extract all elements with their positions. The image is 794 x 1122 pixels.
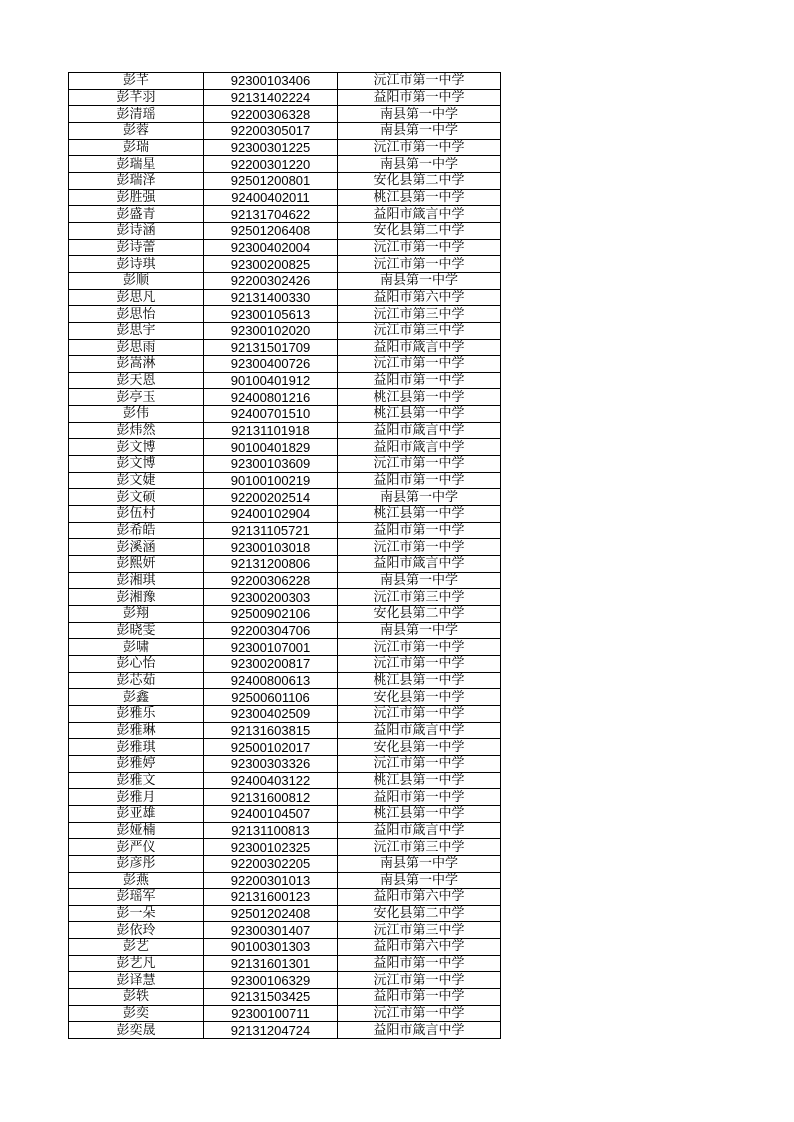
table-row	[69, 839, 501, 856]
student-name-cell: 彭文博	[69, 456, 204, 473]
student-name-cell: 彭诗琪	[69, 256, 204, 273]
student-name-cell: 彭熙妍	[69, 556, 204, 573]
school-name-cell: 南县第一中学	[338, 272, 501, 289]
table-row	[69, 639, 501, 656]
table-row	[69, 556, 501, 573]
student-name-cell: 彭翔	[69, 606, 204, 623]
exam-number-cell: 92131101918	[204, 422, 338, 439]
exam-number-cell: 92200302426	[204, 272, 338, 289]
student-name-cell: 彭彦彤	[69, 855, 204, 872]
table-row	[69, 939, 501, 956]
student-name-cell: 彭盛青	[69, 206, 204, 223]
student-name-cell: 彭晓雯	[69, 622, 204, 639]
student-name-cell: 彭思凡	[69, 289, 204, 306]
table-row	[69, 606, 501, 623]
table-row	[69, 872, 501, 889]
table-row	[69, 322, 501, 339]
school-name-cell: 沅江市第一中学	[338, 356, 501, 373]
school-name-cell: 沅江市第一中学	[338, 972, 501, 989]
student-name-cell: 彭亭玉	[69, 389, 204, 406]
table-row	[69, 1022, 501, 1039]
student-name-cell: 彭依玲	[69, 922, 204, 939]
school-name-cell: 益阳市第一中学	[338, 989, 501, 1006]
student-name-cell: 彭思怡	[69, 306, 204, 323]
school-name-cell: 益阳市第一中学	[338, 522, 501, 539]
exam-number-cell: 92300106329	[204, 972, 338, 989]
student-name-cell: 彭思宇	[69, 322, 204, 339]
student-name-cell: 彭瑞	[69, 139, 204, 156]
school-name-cell: 沅江市第一中学	[338, 256, 501, 273]
table-row	[69, 456, 501, 473]
student-name-cell: 彭芊	[69, 73, 204, 90]
exam-number-cell: 90100301303	[204, 939, 338, 956]
table-row	[69, 222, 501, 239]
school-name-cell: 桃江县第一中学	[338, 772, 501, 789]
exam-number-cell: 92300102020	[204, 322, 338, 339]
table-row	[69, 972, 501, 989]
exam-number-cell: 92501206408	[204, 222, 338, 239]
table-row	[69, 272, 501, 289]
exam-number-cell: 92300200825	[204, 256, 338, 273]
school-name-cell: 沅江市第一中学	[338, 239, 501, 256]
student-name-cell: 彭娅楠	[69, 822, 204, 839]
student-name-cell: 彭雅乐	[69, 705, 204, 722]
student-name-cell: 彭胜强	[69, 189, 204, 206]
school-name-cell: 安化县第二中学	[338, 222, 501, 239]
student-name-cell: 彭啸	[69, 639, 204, 656]
exam-number-cell: 92300200303	[204, 589, 338, 606]
exam-number-cell: 92400403122	[204, 772, 338, 789]
exam-number-cell: 92300301225	[204, 139, 338, 156]
student-name-cell: 彭湘豫	[69, 589, 204, 606]
exam-number-cell: 90100100219	[204, 472, 338, 489]
exam-number-cell: 92131600812	[204, 789, 338, 806]
table-row	[69, 739, 501, 756]
exam-number-cell: 92500601106	[204, 689, 338, 706]
school-name-cell: 益阳市第一中学	[338, 89, 501, 106]
exam-number-cell: 92200301220	[204, 156, 338, 173]
student-name-cell: 彭一朵	[69, 905, 204, 922]
exam-number-cell: 92131105721	[204, 522, 338, 539]
school-name-cell: 南县第一中学	[338, 872, 501, 889]
student-name-cell: 彭瑶军	[69, 889, 204, 906]
school-name-cell: 桃江县第一中学	[338, 189, 501, 206]
student-name-cell: 彭嵩淋	[69, 356, 204, 373]
student-name-cell: 彭希皓	[69, 522, 204, 539]
student-name-cell: 彭瑞泽	[69, 172, 204, 189]
exam-number-cell: 92131400330	[204, 289, 338, 306]
table-row	[69, 372, 501, 389]
exam-number-cell: 92300301407	[204, 922, 338, 939]
exam-number-cell: 92131204724	[204, 1022, 338, 1039]
school-name-cell: 安化县第一中学	[338, 689, 501, 706]
school-name-cell: 沅江市第三中学	[338, 589, 501, 606]
table-row	[69, 472, 501, 489]
school-name-cell: 益阳市第六中学	[338, 889, 501, 906]
table-row	[69, 156, 501, 173]
table-row	[69, 172, 501, 189]
exam-number-cell: 92200302205	[204, 855, 338, 872]
table-row	[69, 989, 501, 1006]
student-name-cell: 彭雅琪	[69, 739, 204, 756]
table-row	[69, 89, 501, 106]
roster-body	[69, 73, 501, 1039]
student-name-cell: 彭溪涵	[69, 539, 204, 556]
table-row	[69, 206, 501, 223]
school-name-cell: 桃江县第一中学	[338, 506, 501, 523]
table-row	[69, 655, 501, 672]
school-name-cell: 沅江市第一中学	[338, 655, 501, 672]
school-name-cell: 沅江市第一中学	[338, 705, 501, 722]
exam-number-cell: 92131600123	[204, 889, 338, 906]
exam-number-cell: 92400102904	[204, 506, 338, 523]
student-name-cell: 彭瑞星	[69, 156, 204, 173]
exam-number-cell: 92300103406	[204, 73, 338, 90]
exam-number-cell: 92300402509	[204, 705, 338, 722]
table-row	[69, 572, 501, 589]
table-row	[69, 122, 501, 139]
student-name-cell: 彭奕晟	[69, 1022, 204, 1039]
student-name-cell: 彭轶	[69, 989, 204, 1006]
student-name-cell: 彭译慧	[69, 972, 204, 989]
school-name-cell: 安化县第一中学	[338, 739, 501, 756]
student-name-cell: 彭心怡	[69, 655, 204, 672]
exam-number-cell: 92300103609	[204, 456, 338, 473]
school-name-cell: 沅江市第三中学	[338, 322, 501, 339]
student-name-cell: 彭诗蕾	[69, 239, 204, 256]
student-name-cell: 彭雅婷	[69, 755, 204, 772]
exam-number-cell: 92300107001	[204, 639, 338, 656]
exam-number-cell: 92131100813	[204, 822, 338, 839]
exam-number-cell: 92501202408	[204, 905, 338, 922]
exam-number-cell: 92300303326	[204, 755, 338, 772]
student-name-cell: 彭雅文	[69, 772, 204, 789]
school-name-cell: 南县第一中学	[338, 572, 501, 589]
student-name-cell: 彭顺	[69, 272, 204, 289]
table-row	[69, 805, 501, 822]
school-name-cell: 安化县第二中学	[338, 905, 501, 922]
school-name-cell: 南县第一中学	[338, 855, 501, 872]
school-name-cell: 益阳市第一中学	[338, 955, 501, 972]
exam-number-cell: 92300105613	[204, 306, 338, 323]
school-name-cell: 沅江市第一中学	[338, 1005, 501, 1022]
school-name-cell: 沅江市第三中学	[338, 922, 501, 939]
student-name-cell: 彭天恩	[69, 372, 204, 389]
table-row	[69, 522, 501, 539]
school-name-cell: 益阳市箴言中学	[338, 439, 501, 456]
table-row	[69, 1005, 501, 1022]
table-row	[69, 772, 501, 789]
student-name-cell: 彭湘琪	[69, 572, 204, 589]
school-name-cell: 安化县第二中学	[338, 172, 501, 189]
table-row	[69, 539, 501, 556]
school-name-cell: 桃江县第一中学	[338, 406, 501, 423]
table-row	[69, 922, 501, 939]
table-row	[69, 189, 501, 206]
exam-number-cell: 92131704622	[204, 206, 338, 223]
table-row	[69, 73, 501, 90]
school-name-cell: 益阳市第六中学	[338, 289, 501, 306]
table-row	[69, 889, 501, 906]
student-name-cell: 彭蓉	[69, 122, 204, 139]
student-name-cell: 彭燕	[69, 872, 204, 889]
student-name-cell: 彭诗涵	[69, 222, 204, 239]
table-row	[69, 672, 501, 689]
student-name-cell: 彭芯茹	[69, 672, 204, 689]
school-name-cell: 沅江市第一中学	[338, 755, 501, 772]
school-name-cell: 益阳市箴言中学	[338, 339, 501, 356]
exam-number-cell: 92300402004	[204, 239, 338, 256]
table-row	[69, 589, 501, 606]
exam-number-cell: 92500102017	[204, 739, 338, 756]
table-row	[69, 955, 501, 972]
school-name-cell: 益阳市箴言中学	[338, 1022, 501, 1039]
school-name-cell: 南县第一中学	[338, 106, 501, 123]
school-name-cell: 益阳市第一中学	[338, 372, 501, 389]
school-name-cell: 南县第一中学	[338, 489, 501, 506]
exam-number-cell: 92200301013	[204, 872, 338, 889]
table-row	[69, 422, 501, 439]
student-name-cell: 彭文硕	[69, 489, 204, 506]
school-name-cell: 益阳市箴言中学	[338, 822, 501, 839]
exam-number-cell: 92300102325	[204, 839, 338, 856]
student-name-cell: 彭奕	[69, 1005, 204, 1022]
exam-number-cell: 92400801216	[204, 389, 338, 406]
school-name-cell: 益阳市箴言中学	[338, 422, 501, 439]
exam-number-cell: 92131601301	[204, 955, 338, 972]
school-name-cell: 南县第一中学	[338, 622, 501, 639]
student-name-cell: 彭文婕	[69, 472, 204, 489]
table-row	[69, 106, 501, 123]
school-name-cell: 南县第一中学	[338, 122, 501, 139]
school-name-cell: 益阳市第一中学	[338, 789, 501, 806]
table-row	[69, 689, 501, 706]
exam-number-cell: 92131503425	[204, 989, 338, 1006]
exam-number-cell: 92300400726	[204, 356, 338, 373]
exam-number-cell: 92400104507	[204, 805, 338, 822]
table-row	[69, 622, 501, 639]
exam-number-cell: 92300103018	[204, 539, 338, 556]
school-name-cell: 南县第一中学	[338, 156, 501, 173]
school-name-cell: 沅江市第一中学	[338, 539, 501, 556]
table-row	[69, 306, 501, 323]
exam-number-cell: 92300100711	[204, 1005, 338, 1022]
exam-number-cell: 92200305017	[204, 122, 338, 139]
school-name-cell: 桃江县第一中学	[338, 805, 501, 822]
exam-number-cell: 92200304706	[204, 622, 338, 639]
exam-number-cell: 90100401829	[204, 439, 338, 456]
table-row	[69, 789, 501, 806]
student-name-cell: 彭伍村	[69, 506, 204, 523]
table-row	[69, 289, 501, 306]
table-row	[69, 705, 501, 722]
table-row	[69, 239, 501, 256]
exam-number-cell: 92200202514	[204, 489, 338, 506]
table-row	[69, 439, 501, 456]
school-name-cell: 沅江市第一中学	[338, 639, 501, 656]
school-name-cell: 益阳市箴言中学	[338, 722, 501, 739]
table-row	[69, 722, 501, 739]
table-row	[69, 139, 501, 156]
exam-number-cell: 92200306228	[204, 572, 338, 589]
table-row	[69, 755, 501, 772]
exam-number-cell: 92131402224	[204, 89, 338, 106]
student-name-cell: 彭清瑶	[69, 106, 204, 123]
school-name-cell: 沅江市第三中学	[338, 839, 501, 856]
school-name-cell: 桃江县第一中学	[338, 672, 501, 689]
student-name-cell: 彭雅琳	[69, 722, 204, 739]
student-name-cell: 彭雅月	[69, 789, 204, 806]
student-name-cell: 彭伟	[69, 406, 204, 423]
exam-number-cell: 92400800613	[204, 672, 338, 689]
exam-number-cell: 92501200801	[204, 172, 338, 189]
student-name-cell: 彭艺	[69, 939, 204, 956]
school-name-cell: 安化县第二中学	[338, 606, 501, 623]
school-name-cell: 益阳市第六中学	[338, 939, 501, 956]
school-name-cell: 沅江市第三中学	[338, 306, 501, 323]
school-name-cell: 沅江市第一中学	[338, 139, 501, 156]
student-name-cell: 彭芊羽	[69, 89, 204, 106]
school-name-cell: 沅江市第一中学	[338, 456, 501, 473]
table-row	[69, 506, 501, 523]
exam-number-cell: 92131501709	[204, 339, 338, 356]
table-row	[69, 256, 501, 273]
student-name-cell: 彭艺凡	[69, 955, 204, 972]
table-row	[69, 822, 501, 839]
student-name-cell: 彭思雨	[69, 339, 204, 356]
exam-number-cell: 92400402011	[204, 189, 338, 206]
exam-number-cell: 92131200806	[204, 556, 338, 573]
exam-number-cell: 92131603815	[204, 722, 338, 739]
student-name-cell: 彭鑫	[69, 689, 204, 706]
exam-number-cell: 92400701510	[204, 406, 338, 423]
student-name-cell: 彭亚雄	[69, 805, 204, 822]
table-row	[69, 905, 501, 922]
exam-number-cell: 92500902106	[204, 606, 338, 623]
school-name-cell: 益阳市箴言中学	[338, 206, 501, 223]
student-name-cell: 彭文博	[69, 439, 204, 456]
student-name-cell: 彭严仪	[69, 839, 204, 856]
roster-table	[68, 72, 501, 1039]
table-row	[69, 406, 501, 423]
school-name-cell: 益阳市箴言中学	[338, 556, 501, 573]
table-row	[69, 339, 501, 356]
exam-number-cell: 92300200817	[204, 655, 338, 672]
school-name-cell: 沅江市第一中学	[338, 73, 501, 90]
exam-number-cell: 92200306328	[204, 106, 338, 123]
school-name-cell: 益阳市第一中学	[338, 472, 501, 489]
table-row	[69, 389, 501, 406]
table-row	[69, 356, 501, 373]
table-row	[69, 855, 501, 872]
school-name-cell: 桃江县第一中学	[338, 389, 501, 406]
table-row	[69, 489, 501, 506]
exam-number-cell: 90100401912	[204, 372, 338, 389]
student-name-cell: 彭炜然	[69, 422, 204, 439]
